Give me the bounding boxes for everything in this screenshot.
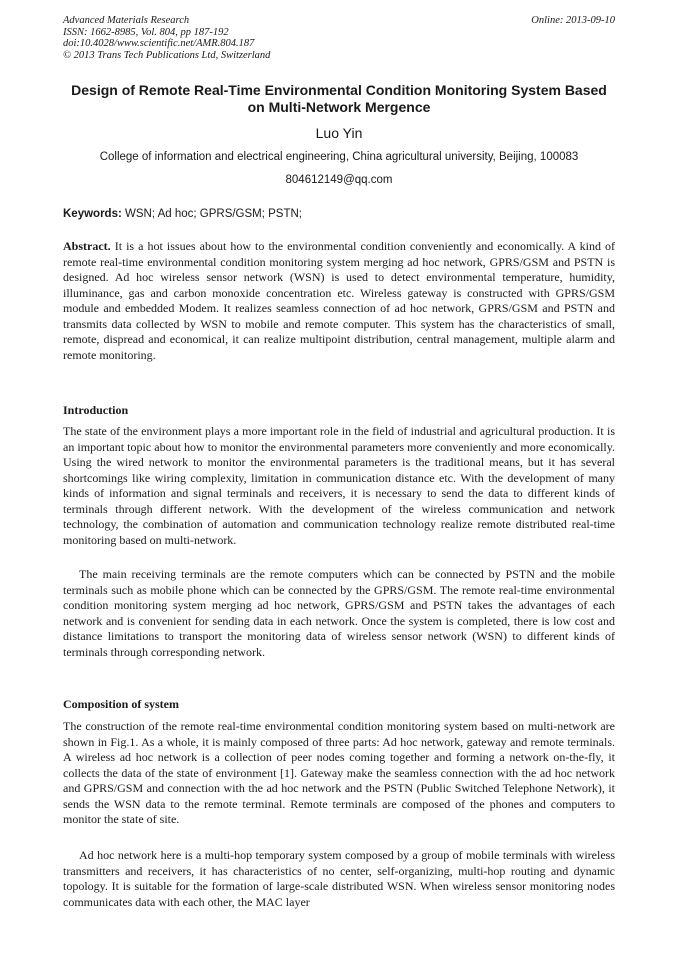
journal-name: Advanced Materials Research [63, 15, 190, 26]
section-heading-composition: Composition of system [63, 697, 179, 711]
composition-paragraph-1: The construction of the remote real-time environmental condition monitoring system based on multi-network are shown in Fig.1. As a whole, it is mainly composed of three parts: Ad hoc network, gateway and remote terminals. A wireless ad hoc network is a collection of peer nodes coming together and forming a network on-the-fly, it collects the data of the state of environment [1]. Gateway make the seamless connection with the ad hoc network and GPRS/GSM and connection with the ad hoc network and the PSTN (Public Switched Telephone Network), it sends the WSN data to the remote terminal. Remote terminals are composed of the phones and computers to monitor the state of site. [63, 719, 615, 826]
abstract-text: It is a hot issues about how to the environmental condition conveniently and economically. A kind of remote real-time environmental condition monitoring system merging ad hoc network, GPRS/GSM and PSTN is designed. Ad hoc wireless sensor network (WSN) is used to detect environmental temperature, humidity, illuminance, gas and carbon monoxide concentration etc. Wireless gateway is constructed with GPRS/GSM module and embedded Modem. It realizes seamless connection of ad hoc network, GPRS/GSM and PSTN and transmits data collected by WSN to mobile and remote computer. This system has the characteristics of small, remote, dispread and economical, it can realize multipoint distribution, central management, multiple alarm and remote monitoring. [63, 239, 615, 362]
intro-paragraph-2: The main receiving terminals are the remote computers which can be connected by PSTN and the mobile terminals such as mobile phone which can be connected by the GPRS/GSM. The remote real-time environmental condition monitoring system merging ad hoc network, GPRS/GSM and PSTN takes the advantages of each network and is convenient for sending data in each network. Once the system is completed, there is low cost and distance limitations to transport the monitoring data of wireless sensor network (WSN) to different kinds of terminals through corresponding network. [63, 567, 615, 659]
keywords-label: Keywords: [63, 208, 122, 220]
paper-title: Design of Remote Real-Time Environmental Condition Monitoring System Based on Multi-Network Mergence [71, 82, 607, 115]
composition-paragraph-2: Ad hoc network here is a multi-hop temporary system composed by a group of mobile terminals with wireless transmitters and receivers, it has characteristics of no center, self-organizing, multi-hop routing and dynamic topology. It is suitable for the formation of large-scale distributed WSN. When wireless sensor monitoring nodes communicates data with each other, the MAC layer [63, 848, 615, 909]
abstract-paragraph [63, 239, 615, 363]
online-date: Online: 2013-09-10 [531, 15, 615, 26]
author-affiliation: College of information and electrical engineering, China agricultural university, Beijing, 100083 [99, 151, 579, 163]
abstract-label: Abstract. [63, 239, 111, 253]
author-email: 804612149@qq.com [285, 174, 393, 186]
issn-line: ISSN: 1662-8985, Vol. 804, pp 187-192 [63, 26, 229, 38]
keywords-text: WSN; Ad hoc; GPRS/GSM; PSTN; [121, 208, 303, 220]
doi-line: doi:10.4028/www.scientific.net/AMR.804.187 [63, 38, 255, 50]
keywords-line [63, 207, 615, 221]
journal-header [63, 15, 270, 61]
intro-paragraph-1: The state of the environment plays a more important role in the field of industrial and agricultural production. It is an important topic about how to monitor the environmental parameters more conveniently and more economically. Using the wired network to monitor the environmental parameters is the traditional means, but it has several shortcomings like wiring complexity, limitation in communication distance etc. With the development of many kinds of information and signal terminals and receivers, it is necessary to send the data to different kinds of terminals through different network. With the development of the wireless communication and network technology, the combination of automation and communication technology realize remote distributed real-time monitoring based on multi-network. [63, 424, 615, 547]
author-name: Luo Yin [315, 125, 363, 141]
copyright-line: © 2013 Trans Tech Publications Ltd, Switzerland [63, 49, 271, 61]
section-heading-introduction: Introduction [63, 403, 129, 417]
